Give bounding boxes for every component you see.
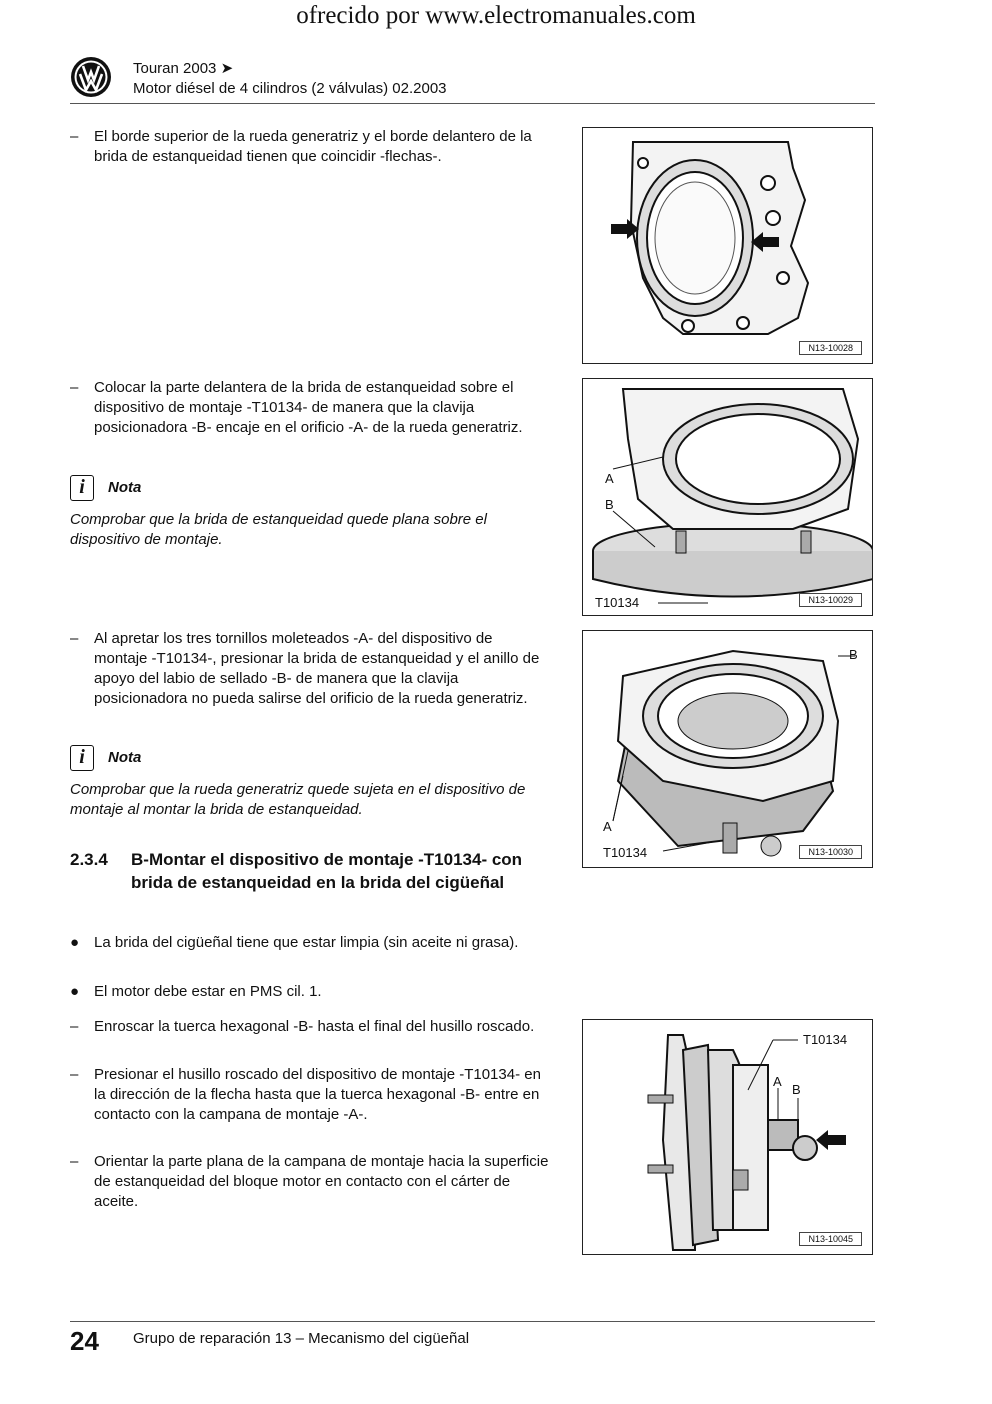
arrow-left-icon	[751, 232, 779, 252]
info-icon: i	[70, 475, 94, 501]
step-text: Colocar la parte delantera de la brida de estanqueidad sobre el dispositivo de montaje -T10134- de manera que la clavija posicionadora -B- encaje en el orificio -A- de la rueda generatriz.	[94, 379, 523, 436]
header-rule	[70, 103, 875, 104]
bullet-text: La brida del cigüeñal tiene que estar limpia (sin aceite ni grasa).	[94, 934, 519, 951]
watermark: ofrecido por www.electromanuales.com	[296, 2, 696, 29]
label-tool: T10134	[603, 845, 648, 860]
info-icon: i	[70, 745, 94, 771]
step-text: Presionar el husillo roscado del dispositivo de montaje -T10134- en la dirección de la flecha hasta que la tuerca hexagonal -B- entre en contacto con la campana de montaje -A-.	[94, 1066, 541, 1123]
step-3	[70, 629, 550, 709]
vw-logo-icon	[70, 56, 112, 98]
page-number: 24	[70, 1326, 99, 1356]
flange-on-tool-drawing	[583, 379, 873, 616]
figure-id: N13-10028	[799, 341, 862, 355]
note-1-text: Comprobar que la brida de estanqueidad quede plana sobre el dispositivo de montaje.	[70, 511, 487, 548]
figure-1	[582, 127, 873, 364]
step-6	[70, 1152, 550, 1212]
arrow-left-icon	[816, 1130, 846, 1150]
footer-rule	[70, 1321, 875, 1322]
step-text: Enroscar la tuerca hexagonal -B- hasta el final del husillo roscado.	[94, 1018, 535, 1035]
section-number: 2.3.4	[70, 850, 108, 869]
section-title: B-Montar el dispositivo de montaje -T10134- con brida de estanqueidad en la brida del cigüeñal	[131, 850, 523, 892]
sealing-flange-drawing	[583, 128, 873, 364]
note-2-text: Comprobar que la rueda generatriz quede sujeta en el dispositivo de montaje al montar la brida de estanqueidad.	[70, 781, 526, 818]
dash-marker: –	[70, 1018, 79, 1035]
bullet-marker: ●	[70, 983, 80, 1000]
header-title: Touran 2003 ➤	[133, 60, 234, 77]
dash-marker: –	[70, 128, 79, 145]
dash-marker: –	[70, 630, 79, 647]
step-text: El borde superior de la rueda generatriz y el borde delantero de la brida de estanqueidad tienen que coincidir -flechas-.	[94, 128, 532, 165]
header-subtitle: Motor diésel de 4 cilindros (2 válvulas) 02.2003	[133, 80, 447, 97]
step-5	[70, 1065, 550, 1125]
figure-4	[582, 1019, 873, 1255]
figure-id: N13-10029	[799, 593, 862, 607]
label-a: A	[773, 1074, 782, 1089]
label-a: A	[603, 819, 612, 834]
label-a: A	[605, 471, 614, 486]
figure-3	[582, 630, 873, 868]
dash-marker: –	[70, 1066, 79, 1083]
bullet-marker: ●	[70, 934, 80, 951]
footer-text: Grupo de reparación 13 – Mecanismo del cigüeñal	[133, 1330, 470, 1347]
step-1	[70, 127, 550, 167]
label-b: B	[792, 1082, 801, 1097]
bullet-1	[70, 933, 550, 953]
note-label: Nota	[108, 749, 142, 766]
dash-marker: –	[70, 379, 79, 396]
bullet-2	[70, 982, 550, 1002]
figure-id: N13-10030	[799, 845, 862, 859]
figure-2	[582, 378, 873, 616]
step-text: Al apretar los tres tornillos moleteados -A- del dispositivo de montaje -T10134-, presionar la brida de estanqueidad y el anillo de apoyo del labio de sellado -B- de manera que la clavija posicionadora no pueda salirse del orificio de la rueda generatriz.	[94, 630, 540, 707]
label-b: B	[849, 647, 858, 662]
assembled-tool-drawing	[583, 631, 873, 868]
arrow-right-icon	[611, 219, 639, 239]
step-2	[70, 378, 550, 438]
label-tool: T10134	[595, 595, 640, 610]
figure-id: N13-10045	[799, 1232, 862, 1246]
label-tool: T10134	[803, 1032, 848, 1047]
step-text: Orientar la parte plana de la campana de montaje hacia la superficie de estanqueidad del bloque motor en contacto con el cárter de aceite.	[94, 1153, 549, 1210]
step-4	[70, 1017, 550, 1037]
dash-marker: –	[70, 1153, 79, 1170]
note-label: Nota	[108, 479, 142, 496]
bullet-text: El motor debe estar en PMS cil. 1.	[94, 983, 322, 1000]
label-b: B	[605, 497, 614, 512]
